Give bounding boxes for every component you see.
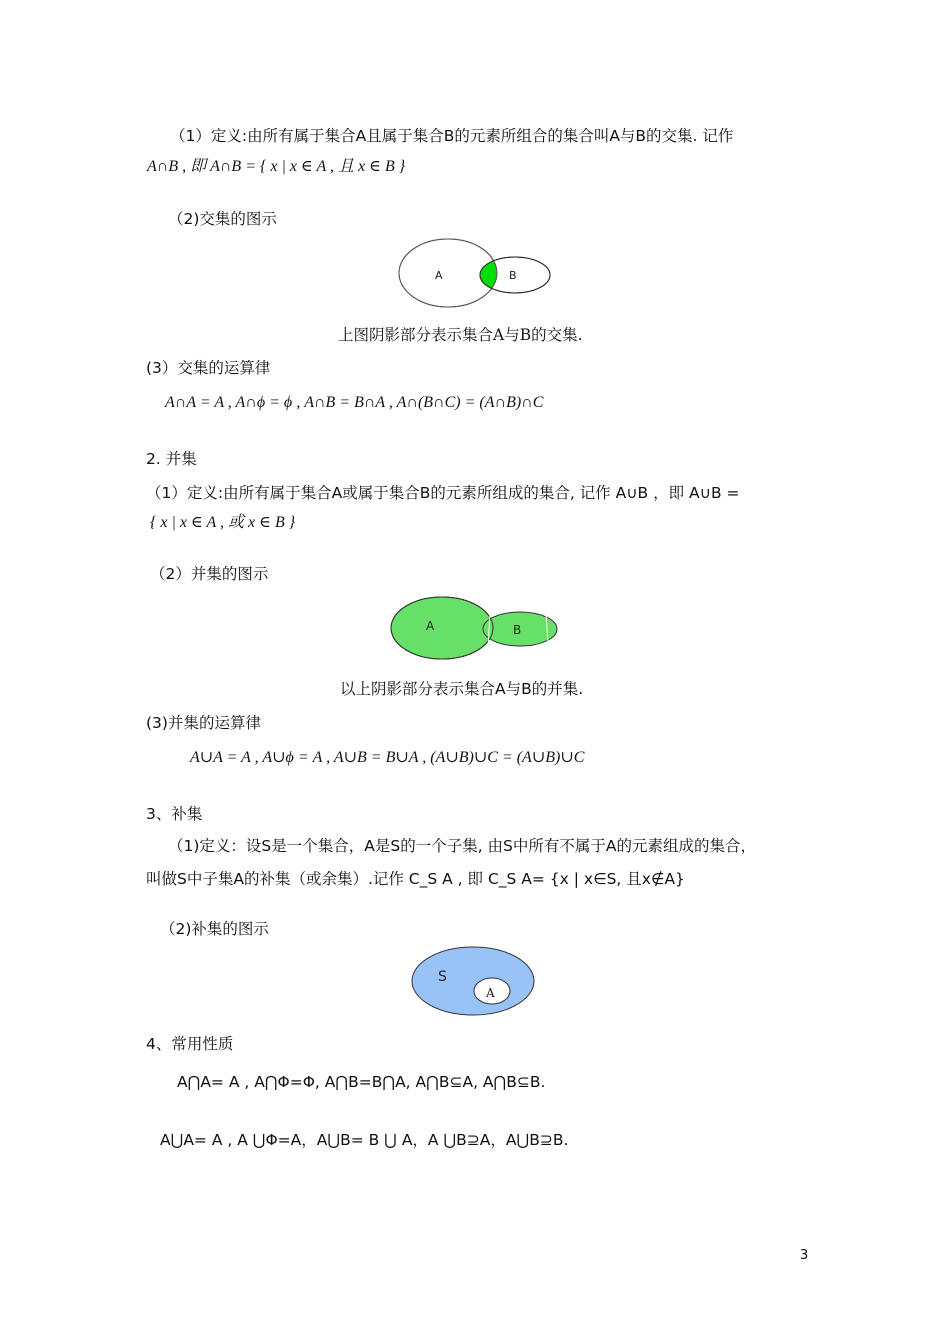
union-notation: { x | x ∈ A , 或 x ∈ B } xyxy=(150,514,296,531)
intersection-venn-diagram xyxy=(395,236,560,310)
union-heading: 2. 并集 xyxy=(146,450,197,468)
complement-definition: （1)定义：设S是一个集合，A是S的一个子集, 由S中所有不属于A的元素组成的集合， xyxy=(168,837,756,855)
intersection-definition: （1）定义:由所有属于集合A且属于集合B的元素所组合的集合叫A与B的交集. 记作 xyxy=(170,127,734,145)
intersection-notation: A∩B , 即 A∩B = { x | x ∈ A , 且 x ∈ B } xyxy=(147,158,406,175)
union-label-b: B xyxy=(513,623,522,637)
complement-venn-diagram xyxy=(410,945,538,1020)
union-laws-heading: (3)并集的运算律 xyxy=(146,714,261,732)
complement-diagram-heading: （2)补集的图示 xyxy=(160,920,269,938)
complement-label-a: A xyxy=(486,986,495,1000)
intersection-laws: A∩A = A , A∩ϕ = ϕ , A∩B = B∩A , A∩(B∩C) = (A∩B)∩C xyxy=(165,394,544,411)
complement-notation: 叫做S中子集A的补集（或余集）.记作 C_S A , 即 C_S A= {x | x∈S, 且x∉A} xyxy=(146,870,685,888)
venn-label-b: B xyxy=(509,269,517,282)
union-label-a: A xyxy=(426,619,435,633)
union-laws: A∪A = A , A∪ϕ = A , A∪B = B∪A , (A∪B)∪C = (A∪B)∪C xyxy=(190,749,585,766)
intersection-caption: 上图阴影部分表示集合A与B的交集. xyxy=(338,326,583,344)
union-venn-diagram xyxy=(388,594,563,664)
venn-label-a: A xyxy=(435,269,443,282)
properties-heading: 4、常用性质 xyxy=(146,1035,234,1053)
page-number: 3 xyxy=(800,1248,809,1263)
properties-union: A⋃A= A , A ⋃Φ=A，A⋃B= B ⋃ A，A ⋃B⊇A，A⋃B⊇B. xyxy=(160,1131,569,1149)
intersection-diagram-heading: （2)交集的图示 xyxy=(168,210,277,228)
union-definition: （1）定义:由所有属于集合A或属于集合B的元素所组成的集合, 记作 A∪B ，即 A∪B = xyxy=(146,484,740,502)
union-caption: 以上阴影部分表示集合A与B的并集. xyxy=(340,680,584,698)
complement-label-s: S xyxy=(438,969,447,985)
universal-set-s xyxy=(412,947,534,1015)
intersection-laws-heading: (3）交集的运算律 xyxy=(146,359,271,377)
complement-heading: 3、补集 xyxy=(146,805,203,823)
properties-intersection: A⋂A= A , A⋂Φ=Φ, A⋂B=B⋂A, A⋂B⊆A, A⋂B⊆B. xyxy=(177,1073,546,1091)
union-diagram-heading: （2）并集的图示 xyxy=(150,565,269,583)
